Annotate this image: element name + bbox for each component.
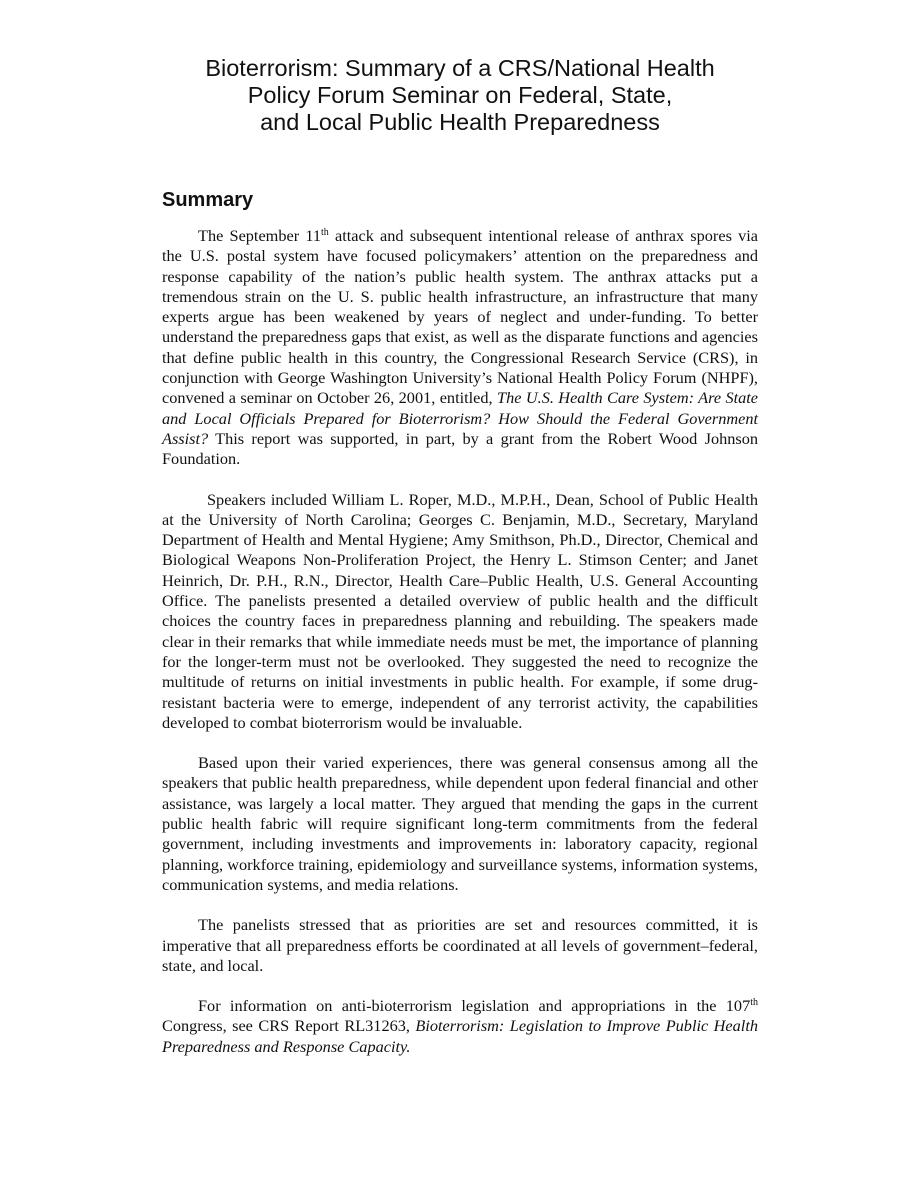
title-line-1: Bioterrorism: Summary of a CRS/National Health [205,55,715,81]
paragraph-consensus: Based upon their varied experiences, there was general consensus among all the speakers that public health preparedness, while dependent upon federal financial and other assistance, was largely a local matter. They argued that mending the gaps in the current public health fabric will require significant long-term commitments from the federal government, including investments and improvements in: laboratory capacity, regional planning, workforce training, epidemiology and surveillance systems, information systems, communication systems, and media relations. [162,753,758,894]
intro-superscript: th [321,227,329,238]
document-title [162,55,758,136]
crs-report-title: Bioterrorism: Legislation to Improve Public Health Preparedness and Response Capacity. [162,1016,758,1056]
summary-heading: Summary [162,189,254,211]
document-page [162,55,758,1057]
intro-text-b: attack and subsequent intentional release of anthrax spores via the U.S. postal system have focused policymakers’ attention on the preparedness and response capability of the nation’s public health system. The anthrax attacks put a tremendous strain on the U. S. public health infrastructure, an infrastructure that many experts argue has been weakened by years of neglect and under-funding. To better understand the preparedness gaps that exist, as well as the disparate functions and agencies that define public health in this country, the Congressional Research Service (CRS), in conjunction with George Washington University’s National Health Policy Forum (NHPF), convened a seminar on October 26, 2001, entitled, [162,226,758,408]
further-info-superscript: th [750,997,758,1009]
further-info-text-b: Congress, see CRS Report RL31263, [162,1016,416,1036]
title-line-2: Policy Forum Seminar on Federal, State, [247,82,673,108]
title-line-3: and Local Public Health Preparedness [260,109,660,135]
paragraph-speakers: Speakers included William L. Roper, M.D., M.P.H., Dean, School of Public Health at the University of North Carolina; Georges C. Benjamin, M.D., Secretary, Maryland Department of Health and Mental Hygiene; Amy Smithson, Ph.D., Director, Chemical and Biological Weapons Non-Proliferation Project, the Henry L. Stimson Center; and Janet Heinrich, Dr. P.H., R.N., Director, Health Care–Public Health, U.S. General Accounting Office. The panelists presented a detailed overview of public health and the difficult choices the country faces in preparedness planning and rebuilding. The speakers made clear in their remarks that while immediate needs must be met, the importance of planning for the longer-term must not be overlooked. They suggested the need to recognize the multitude of returns on initial investments in public health. For example, if some drug-resistant bacteria were to emerge, independent of any terrorist activity, the capabilities developed to combat bioterrorism would be invaluable. [162,489,758,732]
intro-text-c: This report was supported, in part, by a grant from the Robert Wood Johnson Foundation. [162,428,758,469]
intro-text-a: The September 11 [198,226,322,245]
paragraph-coordination: The panelists stressed that as priorities are set and resources committed, it is imperative that all preparedness efforts be coordinated at all levels of government–federal, state, and local. [162,915,758,975]
paragraph-intro [162,226,758,470]
seminar-title: The U.S. Health Care System: Are State and Local Officials Prepared for Bioterrorism? How Should the Federal Government Assist? [162,388,759,448]
paragraph-further-info [162,996,758,1057]
further-info-text-a: For information on anti-bioterrorism legislation and appropriations in the 107 [198,996,751,1016]
